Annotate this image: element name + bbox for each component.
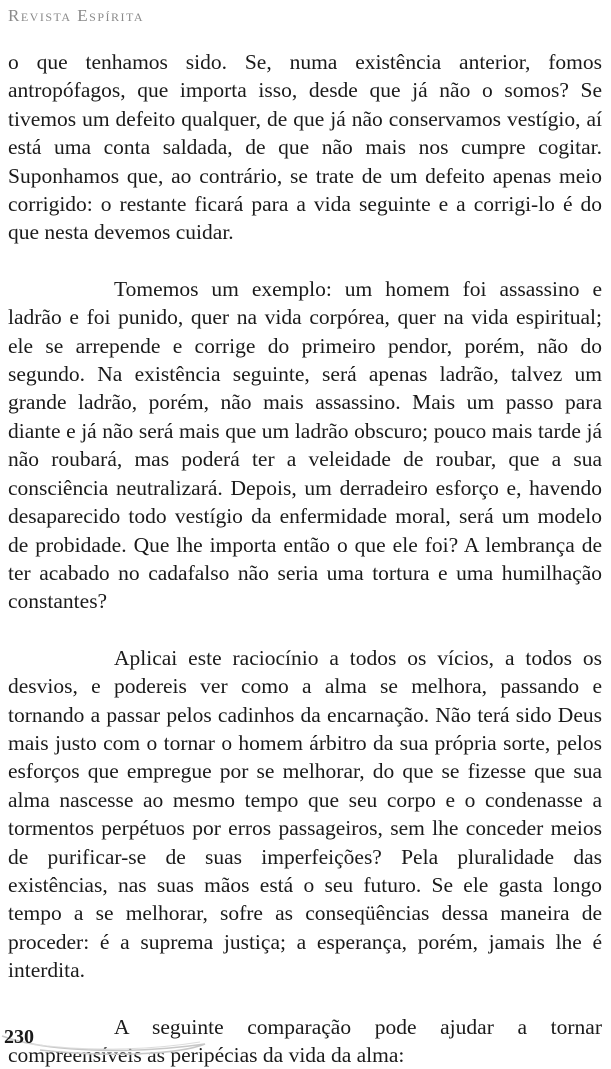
paragraph-reasoning: Aplicai este raciocínio a todos os vícios, a todos os desvios, e podereis ver como a alma se melhora, passando e tornando a passar pelos cadinhos da encarnação. Não terá sido Deus mais justo com o tornar o homem árbitro da sua própria sorte, pelos esforços que empregue por se melhorar, do que se fizesse que sua alma nascesse ao mesmo tempo que seu corpo e o condenasse a tormentos perpétuos por erros passageiros, sem lhe conceder meios de purificar-se de suas imperfeições? Pela pluralidade das existências, nas suas mãos está o seu futuro. Se ele gasta longo tempo a se melhorar, sofre as conseqüências dessa maneira de proceder: é a suprema justiça; a esperança, porém, jamais lhe é interdita. [8, 645, 602, 983]
running-header: Revista Espírita [8, 6, 145, 25]
paragraph-example: Tomemos um exemplo: um homem foi assassino e ladrão e foi punido, quer na vida corpórea, quer na vida espiritual; ele se arrepende e corrige do primeiro pendor, porém, não do segundo. Na existência seguinte, será apenas ladrão, talvez um grande ladrão, porém, não mais assassino. Mais um passo para diante e já não será mais que um ladrão obscuro; pouco mais tarde já não roubará, mas poderá ter a veleidade de roubar, que a sua consciência neutralizará. Depois, um derradeiro esforço e, havendo desaparecido todo vestígio da enfermidade moral, será um modelo de probidade. Que lhe importa então o que ele foi? A lembrança de ter acabado no cadafalso não seria uma tortura e uma humilhação constantes? [8, 276, 602, 614]
footer-swoosh-ornament [0, 1030, 260, 1060]
page-number: 230 [4, 1026, 34, 1048]
paragraph-continued: o que tenhamos sido. Se, numa existência anterior, fomos antropófagos, que importa isso, desde que já não o somos? Se tivemos um defeito qualquer, de que já não conservamos vestígio, aí está uma conta saldada, de que não mais nos cumpre cogitar. Suponhamos que, ao contrário, se trate de um defeito apenas meio corrigido: o restante ficará para a vida seguinte e a corrigi-lo é do que nesta devemos cuidar. [8, 50, 602, 245]
paragraph-comparison: A seguinte comparação pode ajudar a tornar compreensíveis as peripécias da vida da alma: [8, 1014, 602, 1067]
page-body [8, 48, 602, 1069]
